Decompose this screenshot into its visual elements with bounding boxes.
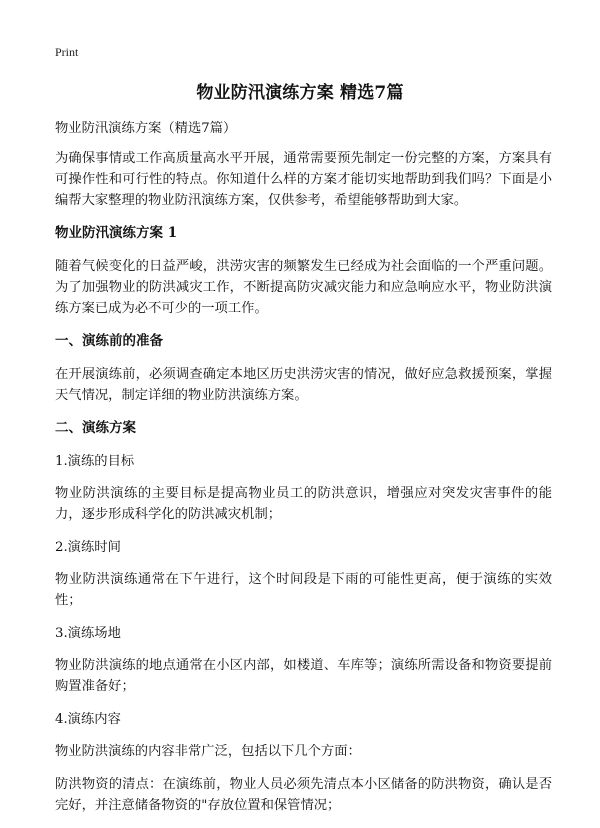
drill-goal-label: 1.演练的目标 (55, 454, 135, 469)
drill-content-paragraph: 物业防洪演练的内容非常广泛，包括以下几个方面： (55, 744, 361, 759)
supplies-check-paragraph: 防洪物资的清点：在演练前，物业人员必须先清点本小区储备的防洪物资，确认是否完好，并注意储备物资的"存放位置和保管情况； (55, 777, 552, 813)
document-subtitle: 物业防汛演练方案（精选7篇） (55, 121, 237, 136)
drill-content-label: 4.演练内容 (55, 712, 121, 727)
drill-time-label: 2.演练时间 (55, 540, 121, 555)
document-body (55, 118, 552, 828)
drill-time-paragraph: 物业防洪演练通常在下午进行，这个时间段是下雨的可能性更高，便于演练的实效性； (55, 572, 552, 608)
section-heading-plan-1: 物业防汛演练方案 1 (55, 225, 178, 241)
drill-place-paragraph: 物业防洪演练的地点通常在小区内部，如楼道、车库等；演练所需设备和物资要提前购置准备好； (55, 658, 552, 694)
print-link[interactable]: Print (55, 45, 79, 59)
preparation-paragraph: 在开展演练前，必须调查确定本地区历史洪涝灾害的情况，做好应急救援预案，掌握天气情况，制定详细的物业防洪演练方案。 (55, 367, 552, 403)
drill-goal-paragraph: 物业防洪演练的主要目标是提高物业员工的防洪意识，增强应对突发灾害事件的能力，逐步形成科学化的防洪减灾机制； (55, 486, 552, 522)
section1-paragraph: 随着气候变化的日益严峻，洪涝灾害的频繁发生已经成为社会面临的一个严重问题。为了加强物业的防洪减灾工作，不断提高防灾减灾能力和应急响应水平，物业防洪演练方案已成为必不可少的一项工作。 (55, 259, 552, 316)
drill-place-label: 3.演练场地 (55, 626, 121, 641)
section-heading-preparation: 一、演练前的准备 (55, 333, 163, 349)
section-heading-drill-plan: 二、演练方案 (55, 420, 136, 436)
intro-paragraph: 为确保事情或工作高质量高水平开展，通常需要预先制定一份完整的方案，方案具有可操作性和可行性的特点。你知道什么样的方案才能切实地帮助到我们吗？下面是小编帮大家整理的物业防汛演练方案，仅供参考，希望能够帮助到大家。 (55, 151, 552, 208)
page-title: 物业防汛演练方案 精选7篇 (196, 83, 404, 103)
